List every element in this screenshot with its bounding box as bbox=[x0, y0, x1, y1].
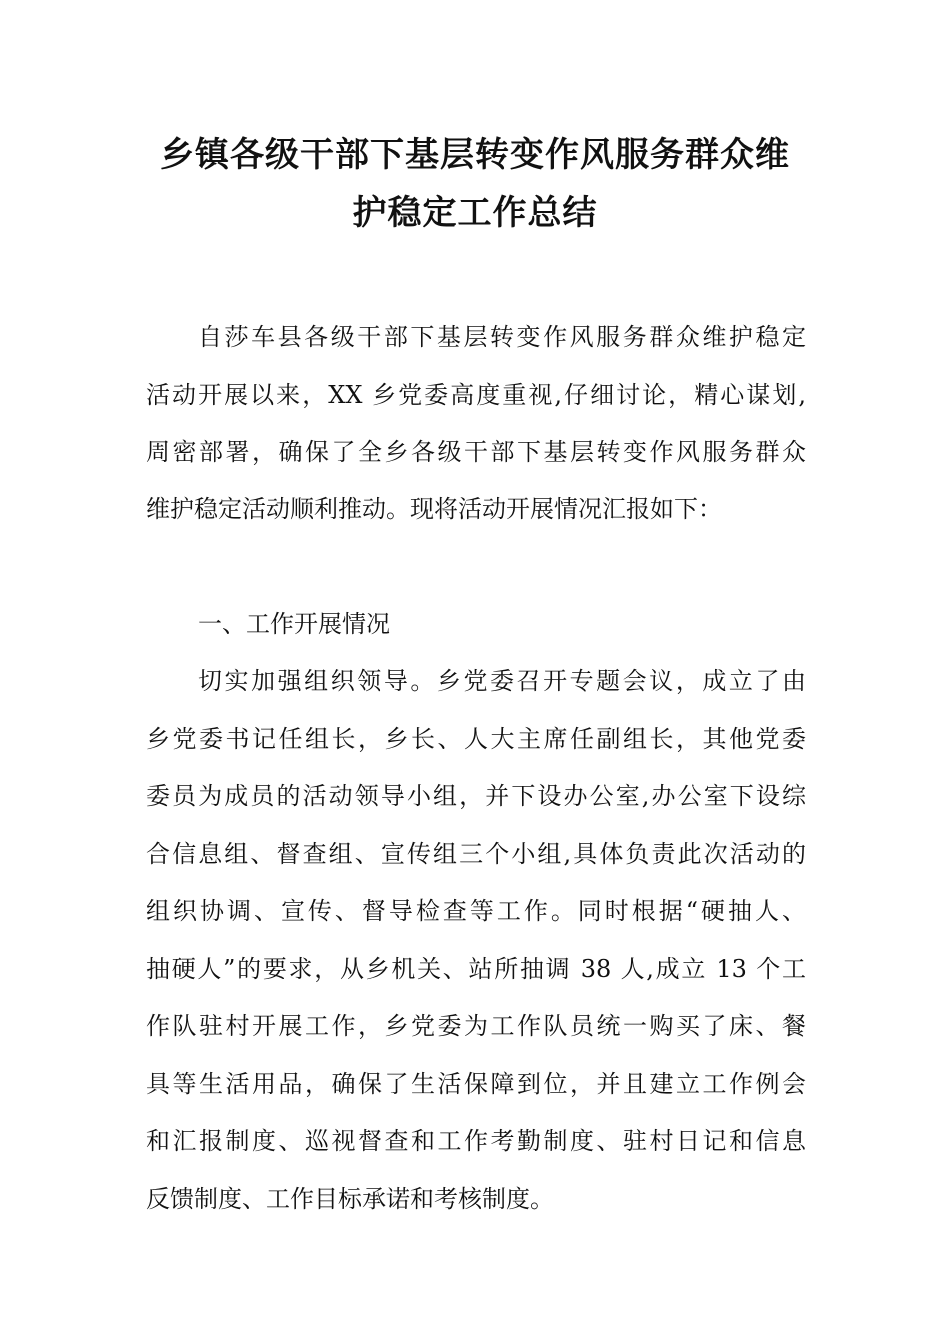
body-paragraph-line: 委员为成员的活动领导小组，并下设办公室,办公室下设综 bbox=[146, 782, 806, 810]
body-paragraph-line: 反馈制度、工作目标承诺和考核制度。 bbox=[146, 1185, 554, 1213]
body-paragraph-line: 作队驻村开展工作，乡党委为工作队员统一购买了床、餐 bbox=[146, 1012, 806, 1040]
body-paragraph-line: 组织协调、宣传、督导检查等工作。同时根据“硬抽人、 bbox=[146, 897, 806, 925]
body-paragraph-line: 具等生活用品，确保了生活保障到位，并且建立工作例会 bbox=[146, 1070, 806, 1098]
intro-paragraph-line: 维护稳定活动顺利推动。现将活动开展情况汇报如下： bbox=[146, 495, 722, 523]
intro-paragraph-line: 自莎车县各级干部下基层转变作风服务群众维护稳定 bbox=[198, 323, 806, 351]
document-title-line-1: 乡镇各级干部下基层转变作风服务群众维 bbox=[160, 135, 790, 175]
body-paragraph-line: 切实加强组织领导。乡党委召开专题会议，成立了由 bbox=[198, 667, 806, 695]
document-title-line-2: 护稳定工作总结 bbox=[352, 193, 598, 233]
intro-paragraph-line: 周密部署，确保了全乡各级干部下基层转变作风服务群众 bbox=[146, 438, 806, 466]
section-heading: 一、工作开展情况 bbox=[198, 610, 390, 638]
body-paragraph-line: 和汇报制度、巡视督查和工作考勤制度、驻村日记和信息 bbox=[146, 1127, 806, 1155]
body-paragraph-line: 乡党委书记任组长，乡长、人大主席任副组长，其他党委 bbox=[146, 725, 806, 753]
body-paragraph-line: 合信息组、督查组、宣传组三个小组,具体负责此次活动的 bbox=[146, 840, 806, 868]
intro-paragraph-line: 活动开展以来，XX 乡党委高度重视,仔细讨论，精心谋划, bbox=[146, 381, 806, 409]
body-paragraph-line: 抽硬人”的要求，从乡机关、站所抽调 38 人,成立 13 个工 bbox=[146, 955, 806, 983]
